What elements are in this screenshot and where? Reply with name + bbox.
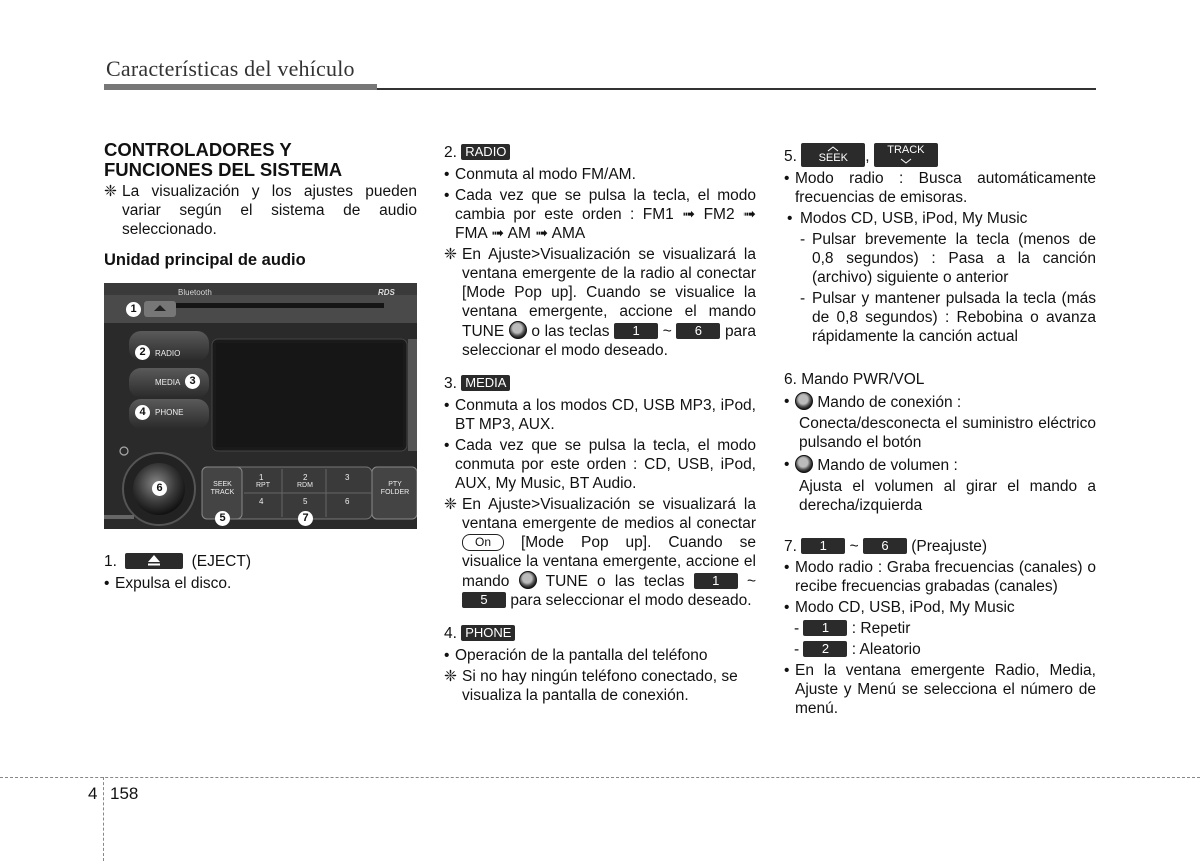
page-number: 158	[110, 784, 139, 803]
track-key-label: TRACK	[887, 144, 925, 156]
preset-key-6: 6	[863, 538, 907, 554]
preset-2-label: 2	[303, 473, 308, 482]
callout-1: 1	[126, 302, 141, 317]
preset-5-label: 5	[303, 497, 308, 506]
bullet-mark: •	[444, 397, 450, 414]
brand-label: RDS	[378, 288, 395, 297]
item-3-number: 3.	[444, 375, 457, 392]
chevron-down-icon	[900, 158, 912, 164]
dash-mark: -	[800, 290, 806, 307]
page-header-title: Características del vehículo	[106, 56, 355, 81]
item-7-title	[784, 537, 1096, 556]
item-2-note-text-b: o las teclas	[531, 323, 610, 340]
bullet-mark: •	[444, 187, 450, 204]
preset-3-label: 3	[345, 473, 350, 482]
item-3-bullet-1-text: Conmuta a los modos CD, USB MP3, iPod, BT MP3, AUX.	[455, 397, 756, 433]
item-7-label: (Preajuste)	[911, 538, 988, 555]
seek-label: SEEK	[213, 481, 232, 488]
bullet-mark: •	[784, 559, 790, 576]
audio-unit-illustration	[104, 283, 417, 529]
bullet-mark: •	[784, 662, 790, 679]
callout-5: 5	[215, 511, 230, 526]
callout-2: 2	[135, 345, 150, 360]
item-6-bullet-1-label: Mando de conexión :	[817, 394, 962, 411]
item-6-bullet-1	[784, 392, 1096, 412]
chapter-number: 4	[88, 784, 98, 803]
item-3-bullet-1	[444, 396, 756, 434]
item-7-bullet-3-text: En la ventana emergente Radio, Media, Ajuste y Menú se selecciona el número de menú.	[795, 662, 1096, 717]
column-2	[444, 143, 756, 705]
eject-icon	[147, 554, 161, 566]
tune-knob-icon	[519, 571, 537, 589]
rpt-label: RPT	[256, 482, 270, 489]
callout-3: 3	[185, 374, 200, 389]
item-1-line	[104, 552, 417, 571]
dash-mark: -	[794, 641, 800, 658]
header-rule	[104, 84, 377, 90]
item-7-sub-2-text: : Aleatorio	[851, 641, 921, 658]
note-mark: ❈	[444, 246, 457, 263]
bullet-mark: •	[104, 575, 110, 592]
preset-1-label: 1	[259, 473, 264, 482]
item-4-note-text: Si no hay ningún teléfono conectado, se visualiza la pantalla de conexión.	[462, 668, 738, 704]
item-2-note	[444, 245, 756, 360]
preset-6-label: 6	[345, 497, 350, 506]
item-7-bullet-2-text: Modo CD, USB, iPod, My Music	[795, 599, 1015, 616]
column-1	[104, 140, 417, 270]
on-key: On	[462, 534, 504, 551]
item-3-note	[444, 495, 756, 610]
column-3	[784, 143, 1096, 718]
bullet-mark: •	[784, 170, 790, 187]
footer-divider	[0, 777, 1200, 778]
item-4-title	[444, 624, 756, 643]
item-1-bullet-text: Expulsa el disco.	[115, 575, 232, 592]
track-label: TRACK	[210, 489, 235, 496]
note-mark: ❈	[104, 183, 117, 200]
item-2-bullet-2	[444, 186, 756, 243]
bullet-mark: •	[784, 393, 790, 410]
bullet-mark: •	[787, 210, 793, 227]
folder-label: FOLDER	[380, 489, 410, 496]
tune-knob-icon	[509, 321, 527, 339]
note-text: La visualización y los ajustes pueden variar según el sistema de audio seleccionado.	[122, 183, 417, 238]
item-5-sub-2-text: Pulsar y mantener pulsada la tecla (más de 0,8 segundos) : Rebobina o avanza rápidamente la canción actual	[812, 290, 1096, 345]
bullet-mark: •	[784, 456, 790, 473]
bullet-mark: •	[444, 437, 450, 454]
callout-6: 6	[152, 481, 167, 496]
item-5-sub-2	[784, 289, 1096, 346]
item-6-bullet-1-text: Conecta/desconecta el suministro eléctrico pulsando el botón	[799, 415, 1096, 451]
dash-mark: -	[800, 231, 806, 248]
item-3-note-text-b: [Mode Pop up]. Cuando se visualice la ventana emergente, accione el mando	[462, 534, 756, 590]
header-rule-thin	[377, 88, 1096, 90]
item-1-bullet	[104, 574, 417, 593]
item-3-bullet-2	[444, 436, 756, 493]
item-3-note-text-a: En Ajuste>Visualización se visualizará la ventana emergente de medios al conectar	[462, 496, 756, 532]
item-4-note	[444, 667, 756, 705]
pty-label: PTY	[388, 481, 402, 488]
radio-key: RADIO	[461, 144, 510, 160]
tilde: ~	[849, 538, 859, 555]
preset-key-5: 5	[462, 592, 506, 608]
item-5-bullet-2-text: Modos CD, USB, iPod, My Music	[800, 210, 1028, 227]
note-mark: ❈	[444, 496, 457, 513]
item-1-number: 1.	[104, 553, 117, 570]
item-5-number: 5.	[784, 148, 797, 165]
preset-4-label: 4	[259, 497, 264, 506]
eject-key	[125, 553, 183, 569]
audio-unit-image	[104, 283, 417, 529]
item-2-number: 2.	[444, 144, 457, 161]
repeat-key: 1	[803, 620, 847, 636]
preset-key-6: 6	[676, 323, 720, 339]
item-5-sub-1	[784, 230, 1096, 287]
item-5-bullet-2	[784, 209, 1096, 228]
item-2-note-text-c: para seleccionar el modo deseado.	[462, 323, 756, 359]
item-7-bullet-3	[784, 661, 1096, 718]
item-2-note-text-a: En Ajuste>Visualización se visualizará la ventana emergente de la radio al conectar [Mode Pop up]. Cuando se visualice la ventana emergente, accione el mando TUNE	[462, 246, 756, 340]
item-3-note-text-d: para seleccionar el modo deseado.	[510, 592, 752, 609]
tilde: ~	[746, 573, 757, 590]
rdm-label: RDM	[297, 482, 313, 489]
note	[104, 182, 417, 239]
item-1	[104, 552, 417, 593]
radio-label: RADIO	[155, 349, 181, 358]
bullet-mark: •	[444, 647, 450, 664]
media-label: MEDIA	[155, 378, 181, 387]
random-key: 2	[803, 641, 847, 657]
item-2-title	[444, 143, 756, 162]
bullet-mark: •	[444, 166, 450, 183]
track-key	[874, 143, 938, 167]
item-4-number: 4.	[444, 625, 457, 642]
item-4-bullet-1	[444, 646, 756, 665]
media-key: MEDIA	[461, 375, 510, 391]
note-mark: ❈	[444, 668, 457, 685]
volume-knob-icon	[795, 455, 813, 473]
item-6-title: 6. Mando PWR/VOL	[784, 371, 925, 388]
power-knob-icon	[795, 392, 813, 410]
phone-key: PHONE	[461, 625, 515, 641]
bullet-mark: •	[784, 599, 790, 616]
item-3-note-text-c: TUNE o las teclas	[545, 573, 685, 590]
item-5-title: 5. SEEK , TRACK	[784, 143, 1096, 167]
preset-key-1: 1	[801, 538, 845, 554]
item-3-title	[444, 374, 756, 393]
item-6-bullet-2-text: Ajusta el volumen al girar el mando a derecha/izquierda	[799, 478, 1096, 514]
item-7-bullet-2	[784, 598, 1096, 617]
item-6-bullet-2-label: Mando de volumen :	[817, 457, 958, 474]
phone-label: PHONE	[155, 408, 184, 417]
item-5-bullet-1	[784, 169, 1096, 207]
preset-key-1: 1	[614, 323, 658, 339]
item-2-bullet-1	[444, 165, 756, 184]
preset-key-1: 1	[694, 573, 738, 589]
footer-vertical-divider	[103, 777, 104, 861]
item-7-number: 7.	[784, 538, 797, 555]
item-5-bullet-1-text: Modo radio : Busca automáticamente frecuencias de emisoras.	[795, 170, 1096, 206]
tilde: ~	[662, 323, 672, 340]
item-7-bullet-1-text: Modo radio : Graba frecuencias (canales) o recibe frecuencias grabadas (canales)	[795, 559, 1096, 595]
item-7-sub-1	[784, 619, 1096, 638]
item-2-bullet-1-text: Conmuta al modo FM/AM.	[455, 166, 636, 183]
callout-7: 7	[298, 511, 313, 526]
item-2-bullet-2-text: Cada vez que se pulsa la tecla, el modo cambia por este orden : FM1 ➟ FM2 ➟ FMA ➟ AM ➟ AMA	[455, 187, 756, 242]
item-7-bullet-1	[784, 558, 1096, 596]
dash-mark: -	[794, 620, 800, 637]
item-1-label: (EJECT)	[191, 553, 251, 570]
item-7-sub-2	[784, 640, 1096, 659]
item-3-bullet-2-text: Cada vez que se pulsa la tecla, el modo conmuta por este orden : CD, USB, iPod, AUX, My Music, BT Audio.	[455, 437, 756, 492]
seek-key	[801, 143, 865, 167]
seek-key-label: SEEK	[818, 152, 848, 164]
item-5-sub-1-text: Pulsar brevemente la tecla (menos de 0,8 segundos) : Pasa a la canción (archivo) siguiente o anterior	[812, 231, 1096, 286]
item-6-bullet-2	[784, 455, 1096, 475]
section-heading-line1: CONTROLADORES Y	[104, 139, 292, 160]
item-4-bullet-1-text: Operación de la pantalla del teléfono	[455, 647, 708, 664]
section-heading-line2: FUNCIONES DEL SISTEMA	[104, 159, 343, 180]
bluetooth-label: Bluetooth	[178, 288, 212, 297]
callout-4: 4	[135, 405, 150, 420]
subheading: Unidad principal de audio	[104, 251, 306, 269]
item-7-sub-1-text: : Repetir	[851, 620, 911, 637]
